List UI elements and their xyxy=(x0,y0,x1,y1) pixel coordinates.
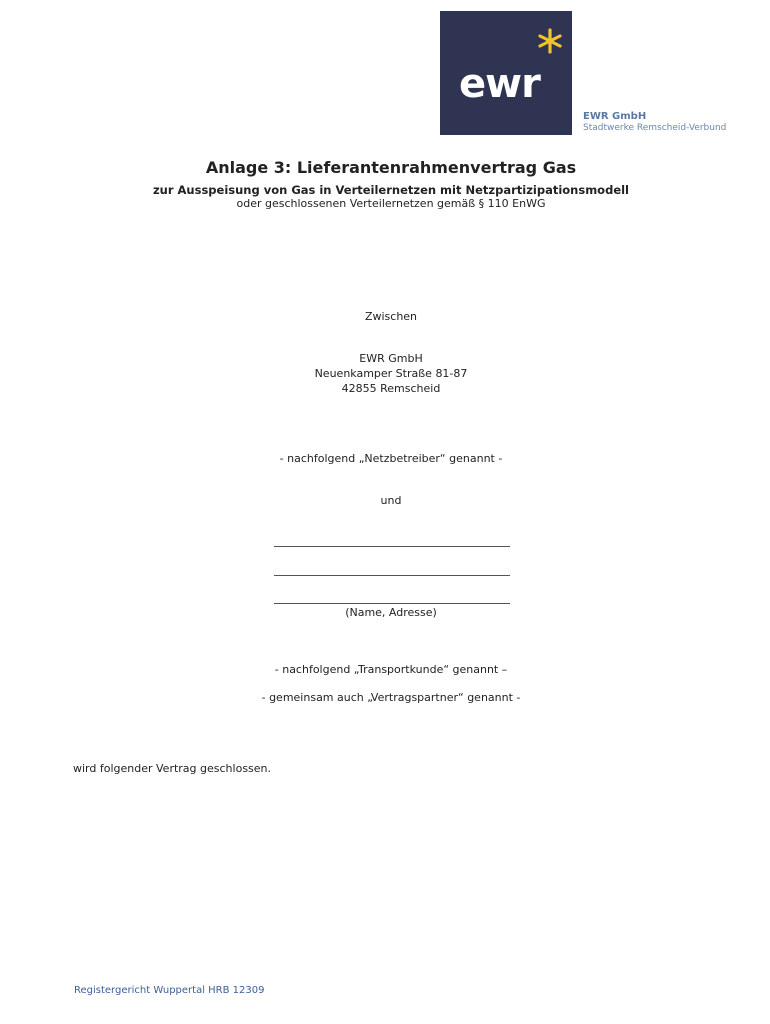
operator-name: EWR GmbH xyxy=(359,352,423,365)
blank-line-3 xyxy=(274,603,510,604)
operator-city: 42855 Remscheid xyxy=(341,382,441,395)
company-block xyxy=(583,111,726,134)
name-address-label: (Name, Adresse) xyxy=(345,606,437,619)
document-subtitle-secondary: oder geschlossenen Verteilernetzen gemäß § 110 EnWG xyxy=(236,197,546,210)
blank-line-2 xyxy=(274,575,510,576)
footer-register: Registergericht Wuppertal HRB 12309 xyxy=(74,985,265,996)
partners-role: - gemeinsam auch „Vertragspartner“ genannt - xyxy=(261,691,521,704)
operator-role: - nachfolgend „Netzbetreiber“ genannt - xyxy=(279,452,503,465)
ewr-logo xyxy=(440,11,572,135)
operator-street: Neuenkamper Straße 81-87 xyxy=(314,367,468,380)
company-subtitle: Stadtwerke Remscheid-Verbund xyxy=(583,123,727,133)
and-label: und xyxy=(380,494,402,507)
document-subtitle: zur Ausspeisung von Gas in Verteilernetzen mit Netzpartizipationsmodell xyxy=(152,183,630,197)
document-title: Anlage 3: Lieferantenrahmenvertrag Gas xyxy=(205,158,577,177)
customer-role: - nachfolgend „Transportkunde“ genannt – xyxy=(274,663,508,676)
logo-wordmark: ewr xyxy=(459,61,540,107)
closing-sentence: wird folgender Vertrag geschlossen. xyxy=(73,762,272,775)
blank-line-1 xyxy=(274,546,510,547)
ewr-logo-graphic xyxy=(440,11,572,135)
between-label: Zwischen xyxy=(364,310,418,323)
company-name: EWR GmbH xyxy=(583,111,647,122)
star-icon xyxy=(540,30,560,52)
